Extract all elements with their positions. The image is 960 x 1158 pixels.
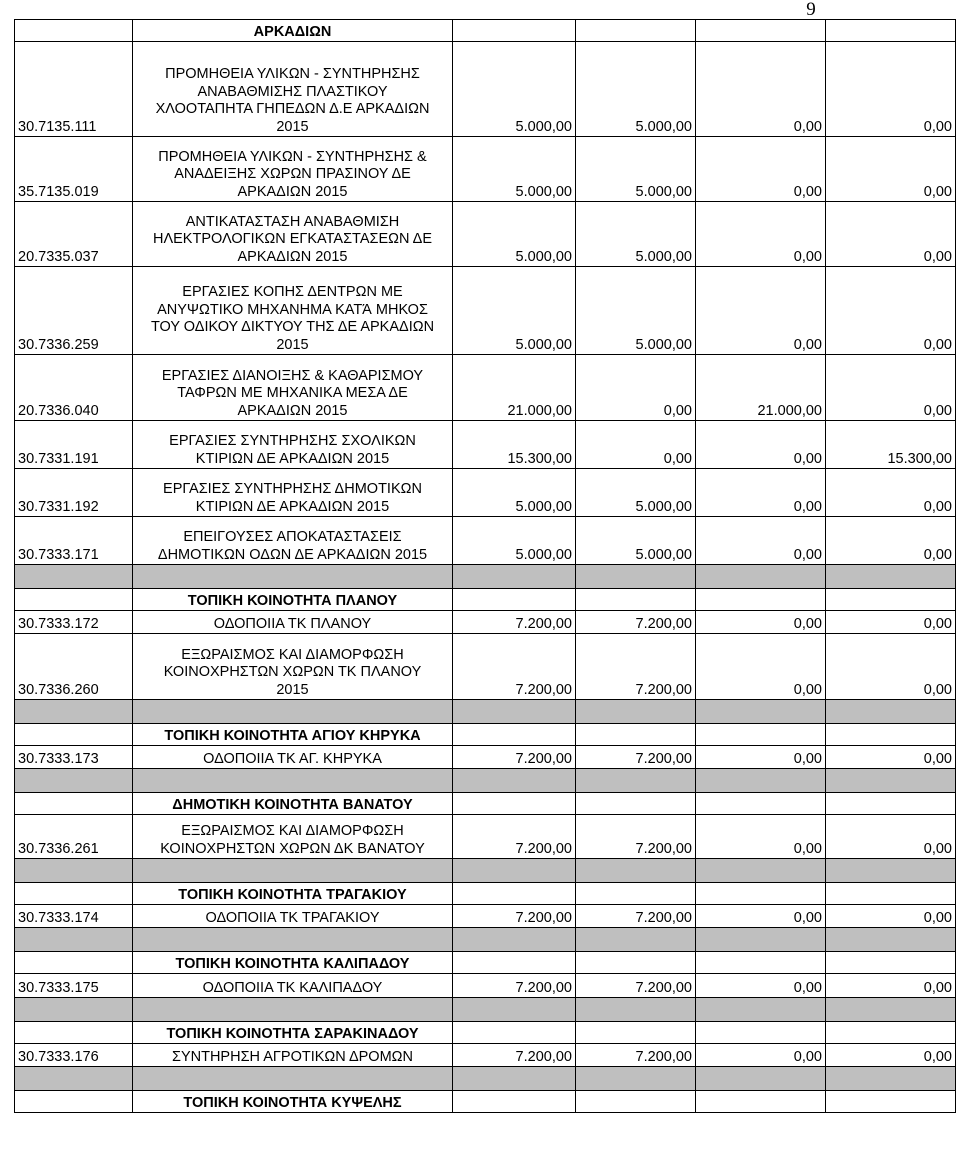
description-cell [133,1044,453,1067]
section-header-row [15,1022,956,1044]
amount-col-2: 5.000,00 [576,137,696,202]
separator-cell [453,998,576,1022]
separator-cell [576,928,696,952]
separator-cell [696,998,826,1022]
separator-cell [576,1067,696,1091]
table-row [15,905,956,928]
amount-col-2: 7.200,00 [576,815,696,859]
description-line: ΑΡΚΑΔΙΩΝ 2015 [237,183,348,200]
section-empty-cell [826,952,956,974]
section-empty-cell [576,20,696,42]
description-line: 2015 [276,336,309,353]
separator-row [15,928,956,952]
section-empty-cell [453,793,576,815]
section-title: ΤΟΠΙΚΗ ΚΟΙΝΟΤΗΤΑ ΑΓΙΟΥ ΚΗΡΥΚΑ [133,724,453,746]
description-cell [133,421,453,469]
separator-cell [696,928,826,952]
description-line: ΚΤΙΡΙΩΝ ΔΕ ΑΡΚΑΔΙΩΝ 2015 [195,498,390,515]
separator-cell [453,859,576,883]
description-line: ΕΡΓΑΣΙΕΣ ΣΥΝΤΗΡΗΣΗΣ ΣΧΟΛΙΚΩΝ [169,433,416,449]
section-title: ΤΟΠΙΚΗ ΚΟΙΝΟΤΗΤΑ ΣΑΡΑΚΙΝΑΔΟΥ [133,1022,453,1044]
section-code-cell [15,589,133,611]
amount-col-3: 0,00 [696,137,826,202]
description-line: ΟΔΟΠΟΙΙΑ ΤΚ ΤΡΑΓΑΚΙΟΥ [205,909,380,926]
amount-col-2: 5.000,00 [576,42,696,137]
amount-col-1: 7.200,00 [453,611,576,634]
separator-cell [133,565,453,589]
section-empty-cell [453,589,576,611]
section-empty-cell [453,20,576,42]
description-cell [133,137,453,202]
section-empty-cell [453,952,576,974]
amount-col-3: 0,00 [696,469,826,517]
description-cell [133,634,453,700]
section-header-row [15,724,956,746]
description-cell [133,355,453,421]
section-empty-cell [576,589,696,611]
section-code-cell [15,1022,133,1044]
amount-col-1: 5.000,00 [453,42,576,137]
section-empty-cell [453,1091,576,1113]
account-code: 30.7333.171 [15,517,133,565]
separator-cell [15,998,133,1022]
description-line: ΕΞΩΡΑΙΣΜΟΣ ΚΑΙ ΔΙΑΜΟΡΦΩΣΗ [181,646,404,663]
description-cell [133,267,453,355]
section-header-row [15,883,956,905]
section-code-cell [15,724,133,746]
separator-cell [15,859,133,883]
section-empty-cell [696,1022,826,1044]
page-number: 9 [806,0,816,20]
amount-col-3: 0,00 [696,1044,826,1067]
amount-col-3: 0,00 [696,202,826,267]
table-row [15,611,956,634]
amount-col-1: 7.200,00 [453,905,576,928]
separator-cell [133,1067,453,1091]
section-header-row [15,20,956,42]
section-code-cell [15,1091,133,1113]
description-line: ΕΡΓΑΣΙΕΣ ΣΥΝΤΗΡΗΣΗΣ ΔΗΜΟΤΙΚΩΝ [163,481,422,497]
separator-cell [453,1067,576,1091]
table-row [15,137,956,202]
amount-col-2: 0,00 [576,421,696,469]
description-line: ΟΔΟΠΟΙΙΑ ΤΚ ΑΓ. ΚΗΡΥΚΑ [203,750,382,767]
amount-col-3: 0,00 [696,746,826,769]
section-empty-cell [576,1091,696,1113]
table-row [15,634,956,700]
amount-col-3: 0,00 [696,974,826,998]
separator-cell [133,859,453,883]
section-code-cell [15,20,133,42]
section-empty-cell [826,20,956,42]
description-cell [133,42,453,137]
separator-cell [133,769,453,793]
amount-col-1: 5.000,00 [453,137,576,202]
amount-col-1: 7.200,00 [453,634,576,700]
description-cell [133,905,453,928]
amount-col-1: 7.200,00 [453,815,576,859]
description-line: ΚΟΙΝΟΧΡΗΣΤΩΝ ΧΩΡΩΝ ΤΚ ΠΛΑΝΟΥ [163,664,422,680]
description-line: ΠΡΟΜΗΘΕΙΑ ΥΛΙΚΩΝ - ΣΥΝΤΗΡΗΣΗΣ [165,66,420,82]
amount-col-1: 5.000,00 [453,469,576,517]
table-row [15,974,956,998]
section-title: ΔΗΜΟΤΙΚΗ ΚΟΙΝΟΤΗΤΑ ΒΑΝΑΤΟΥ [133,793,453,815]
section-empty-cell [576,724,696,746]
description-line: ΑΝΤΙΚΑΤΑΣΤΑΣΗ ΑΝΑΒΑΘΜΙΣΗ [185,213,400,230]
section-header-row [15,793,956,815]
description-line: ΤΟΥ ΟΔΙΚΟΥ ΔΙΚΤΥΟΥ ΤΗΣ ΔΕ ΑΡΚΑΔΙΩΝ [150,319,435,335]
section-title: ΤΟΠΙΚΗ ΚΟΙΝΟΤΗΤΑ ΚΥΨΕΛΗΣ [133,1091,453,1113]
separator-cell [826,565,956,589]
amount-col-2: 7.200,00 [576,746,696,769]
amount-col-3: 0,00 [696,421,826,469]
separator-cell [826,1067,956,1091]
amount-col-4: 0,00 [826,517,956,565]
description-line: ΑΝΥΨΩΤΙΚΟ ΜΗΧΑΝΗΜΑ ΚΑΤΆ ΜΗΚΟΣ [157,301,428,318]
amount-col-4: 0,00 [826,202,956,267]
description-line: ΣΥΝΤΗΡΗΣΗ ΑΓΡΟΤΙΚΩΝ ΔΡΟΜΩΝ [172,1048,413,1065]
separator-cell [826,998,956,1022]
amount-col-2: 7.200,00 [576,634,696,700]
section-empty-cell [826,1091,956,1113]
separator-cell [15,769,133,793]
amount-col-3: 0,00 [696,267,826,355]
description-line: ΤΑΦΡΩΝ ΜΕ ΜΗΧΑΝΙΚΑ ΜΕΣΑ ΔΕ [177,385,408,401]
description-cell [133,611,453,634]
section-empty-cell [826,724,956,746]
section-empty-cell [826,589,956,611]
amount-col-4: 0,00 [826,815,956,859]
amount-col-4: 0,00 [826,634,956,700]
amount-col-4: 0,00 [826,1044,956,1067]
section-code-cell [15,883,133,905]
section-empty-cell [576,883,696,905]
amount-col-3: 0,00 [696,517,826,565]
separator-cell [576,769,696,793]
separator-row [15,1067,956,1091]
account-code: 20.7335.037 [15,202,133,267]
section-empty-cell [453,1022,576,1044]
section-empty-cell [696,20,826,42]
description-line: ΠΡΟΜΗΘΕΙΑ ΥΛΙΚΩΝ - ΣΥΝΤΗΡΗΣΗΣ & [158,148,427,165]
account-code: 30.7333.172 [15,611,133,634]
description-line: ΕΠΕΙΓΟΥΣΕΣ ΑΠΟΚΑΤΑΣΤΑΣΕΙΣ [183,529,402,545]
description-line: ΟΔΟΠΟΙΙΑ ΤΚ ΚΑΛΙΠΑΔΟΥ [202,979,383,996]
amount-col-4: 0,00 [826,355,956,421]
account-code: 30.7135.111 [15,42,133,137]
amount-col-4: 0,00 [826,469,956,517]
amount-col-2: 7.200,00 [576,974,696,998]
amount-col-3: 21.000,00 [696,355,826,421]
amount-col-1: 21.000,00 [453,355,576,421]
table-row [15,42,956,137]
amount-col-4: 15.300,00 [826,421,956,469]
section-empty-cell [826,883,956,905]
amount-col-2: 7.200,00 [576,611,696,634]
account-code: 30.7333.173 [15,746,133,769]
description-cell [133,202,453,267]
amount-col-2: 5.000,00 [576,267,696,355]
amount-col-3: 0,00 [696,634,826,700]
separator-cell [826,700,956,724]
description-line: ΔΗΜΟΤΙΚΩΝ ΟΔΩΝ ΔΕ ΑΡΚΑΔΙΩΝ 2015 [157,546,428,563]
table-row [15,469,956,517]
table-row [15,421,956,469]
description-line: ΚΟΙΝΟΧΡΗΣΤΩΝ ΧΩΡΩΝ ΔΚ ΒΑΝΑΤΟΥ [160,840,425,857]
section-empty-cell [696,724,826,746]
separator-cell [15,928,133,952]
separator-cell [453,565,576,589]
separator-row [15,769,956,793]
description-line: ΗΛΕΚΤΡΟΛΟΓΙΚΩΝ ΕΓΚΑΤΑΣΤΑΣΕΩΝ ΔΕ [152,231,433,247]
separator-row [15,565,956,589]
account-code: 30.7336.259 [15,267,133,355]
section-empty-cell [696,883,826,905]
description-line: ΕΡΓΑΣΙΕΣ ΚΟΠΗΣ ΔΕΝΤΡΩΝ ΜΕ [182,284,403,300]
separator-cell [576,859,696,883]
description-line: ΧΛΟΟΤΑΠΗΤΑ ΓΗΠΕΔΩΝ Δ.Ε ΑΡΚΑΔΙΩΝ [155,101,430,117]
amount-col-4: 0,00 [826,267,956,355]
section-empty-cell [696,952,826,974]
description-line: 2015 [276,681,309,698]
description-line: ΑΡΚΑΔΙΩΝ 2015 [237,248,348,265]
account-code: 30.7333.176 [15,1044,133,1067]
amount-col-1: 7.200,00 [453,1044,576,1067]
table-row [15,1044,956,1067]
table-row [15,517,956,565]
separator-cell [15,1067,133,1091]
account-code: 30.7336.261 [15,815,133,859]
separator-cell [826,859,956,883]
amount-col-1: 5.000,00 [453,267,576,355]
amount-col-4: 0,00 [826,611,956,634]
separator-cell [826,928,956,952]
budget-table [14,19,956,1113]
separator-cell [133,700,453,724]
amount-col-1: 7.200,00 [453,746,576,769]
section-title: ΤΟΠΙΚΗ ΚΟΙΝΟΤΗΤΑ ΤΡΑΓΑΚΙΟΥ [133,883,453,905]
separator-cell [696,700,826,724]
section-header-row [15,952,956,974]
separator-cell [133,928,453,952]
amount-col-4: 0,00 [826,137,956,202]
amount-col-3: 0,00 [696,611,826,634]
amount-col-1: 5.000,00 [453,517,576,565]
separator-cell [453,928,576,952]
separator-cell [826,769,956,793]
separator-cell [696,859,826,883]
section-header-row [15,1091,956,1113]
amount-col-2: 5.000,00 [576,517,696,565]
section-empty-cell [696,793,826,815]
amount-col-2: 0,00 [576,355,696,421]
table-row [15,355,956,421]
section-header-row [15,589,956,611]
section-empty-cell [696,1091,826,1113]
separator-cell [696,1067,826,1091]
description-line: ΑΝΑΔΕΙΞΗΣ ΧΩΡΩΝ ΠΡΑΣΙΝΟΥ ΔΕ [174,166,411,182]
section-empty-cell [696,589,826,611]
table-row [15,746,956,769]
amount-col-4: 0,00 [826,905,956,928]
table-row [15,202,956,267]
amount-col-2: 5.000,00 [576,202,696,267]
description-line: ΕΡΓΑΣΙΕΣ ΔΙΑΝΟΙΞΗΣ & ΚΑΘΑΡΙΣΜΟΥ [161,367,424,384]
amount-col-1: 7.200,00 [453,974,576,998]
description-line: ΑΝΑΒΑΘΜΙΣΗΣ ΠΛΑΣΤΙΚΟΥ [197,83,388,100]
description-cell [133,469,453,517]
section-empty-cell [576,1022,696,1044]
amount-col-3: 0,00 [696,815,826,859]
description-line: 2015 [276,118,309,135]
separator-cell [453,700,576,724]
account-code: 30.7333.175 [15,974,133,998]
section-empty-cell [576,793,696,815]
section-empty-cell [453,724,576,746]
description-cell [133,815,453,859]
account-code: 30.7331.191 [15,421,133,469]
section-empty-cell [453,883,576,905]
amount-col-2: 7.200,00 [576,1044,696,1067]
separator-cell [696,769,826,793]
account-code: 30.7333.174 [15,905,133,928]
description-line: ΑΡΚΑΔΙΩΝ 2015 [237,402,348,419]
separator-cell [453,769,576,793]
separator-cell [696,565,826,589]
separator-cell [15,565,133,589]
description-line: ΕΞΩΡΑΙΣΜΟΣ ΚΑΙ ΔΙΑΜΟΡΦΩΣΗ [181,823,404,839]
description-cell [133,974,453,998]
section-title: ΤΟΠΙΚΗ ΚΟΙΝΟΤΗΤΑ ΠΛΑΝΟΥ [133,589,453,611]
account-code: 20.7336.040 [15,355,133,421]
account-code: 30.7331.192 [15,469,133,517]
separator-cell [576,700,696,724]
description-line: ΚΤΙΡΙΩΝ ΔΕ ΑΡΚΑΔΙΩΝ 2015 [195,450,390,467]
amount-col-4: 0,00 [826,974,956,998]
separator-row [15,859,956,883]
separator-row [15,700,956,724]
description-cell [133,517,453,565]
section-code-cell [15,952,133,974]
separator-cell [15,700,133,724]
amount-col-3: 0,00 [696,42,826,137]
amount-col-2: 7.200,00 [576,905,696,928]
separator-cell [576,998,696,1022]
account-code: 35.7135.019 [15,137,133,202]
table-row [15,815,956,859]
account-code: 30.7336.260 [15,634,133,700]
description-line: ΟΔΟΠΟΙΙΑ ΤΚ ΠΛΑΝΟΥ [213,615,372,632]
amount-col-3: 0,00 [696,905,826,928]
section-title: ΑΡΚΑΔΙΩΝ [133,20,453,42]
amount-col-4: 0,00 [826,746,956,769]
amount-col-1: 5.000,00 [453,202,576,267]
description-cell [133,746,453,769]
table-row [15,267,956,355]
separator-row [15,998,956,1022]
section-empty-cell [576,952,696,974]
section-empty-cell [826,793,956,815]
separator-cell [133,998,453,1022]
section-empty-cell [826,1022,956,1044]
amount-col-2: 5.000,00 [576,469,696,517]
section-code-cell [15,793,133,815]
section-title: ΤΟΠΙΚΗ ΚΟΙΝΟΤΗΤΑ ΚΑΛΙΠΑΔΟΥ [133,952,453,974]
budget-table-body [15,20,956,1113]
amount-col-4: 0,00 [826,42,956,137]
separator-cell [576,565,696,589]
amount-col-1: 15.300,00 [453,421,576,469]
